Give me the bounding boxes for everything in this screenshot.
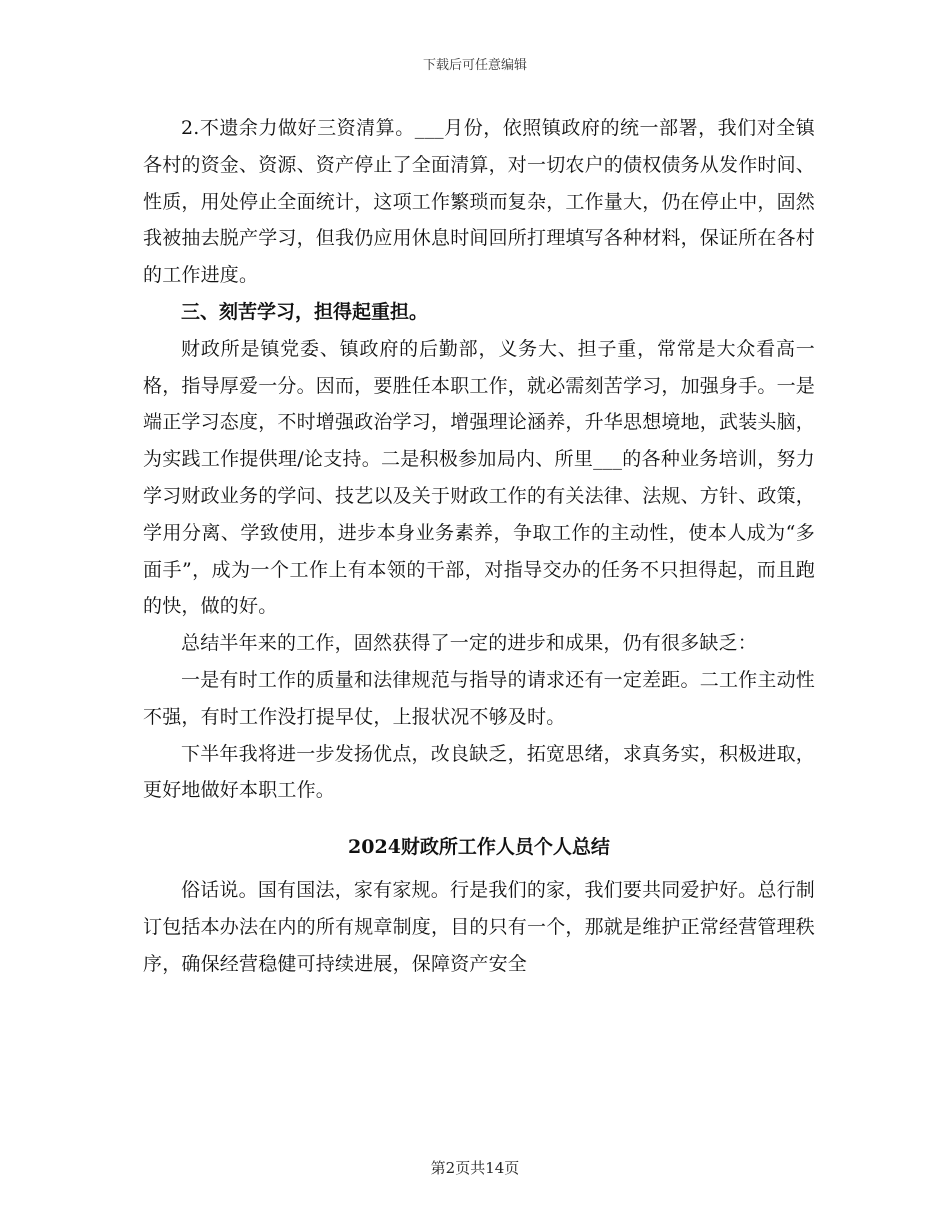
page-header: 下载后可任意编辑 — [422, 58, 527, 73]
document-body — [143, 110, 815, 982]
page-footer: 第2页共14页 — [430, 1159, 520, 1177]
paragraph-summary: 总结半年来的工作，固然获得了一定的进步和成果，仍有很多缺乏： — [181, 632, 758, 655]
paragraph-rules: 俗话说。国有国法，家有家规。行是我们的家，我们要共同爱护好。总行制订包括本办法在内的所有规章制度，目的只有一个，那就是维护正常经营管理秩序，确保经营稳健可持续进展，保障资产安全 — [143, 878, 816, 975]
paragraph-shortcomings: 一是有时工作的质量和法律规范与指导的请求还有一定差距。二工作主动性不强，有时工作没打提早仗，上报状况不够及时。 — [143, 668, 815, 728]
paragraph-study: 财政所是镇党委、镇政府的后勤部，义务大、担子重，常常是大众看高一格，指导厚爱一分。因而，要胜任本职工作，就必需刻苦学习，加强身手。一是端正学习态度，不时增强政治学习，增强理论涵养，升华思想境地，武装头脑，为实践工作提供理/论支持。二是积极参加局内、所里___的各种业务培训，努力学习财政业务的学问、技艺以及关于财政工作的有关法律、法规、方针、政策，学用分离、学致使用，进步本身业务素养，争取工作的主动性，使本人成为“多面手”，成为一个工作上有本领的干部，对指导交办的任务不只担得起，而且跑的快，做的好。 — [143, 337, 816, 618]
document-title: 2024财政所工作人员个人总结 — [348, 836, 610, 859]
paragraph-three-assets: 2.不遗余力做好三资清算。___月份，依照镇政府的统一部署，我们对全镇各村的资金、资源、资产停止了全面清算，对一切农户的债权债务从发作时间、性质，用处停止全面统计，这项工作繁琐而复杂，工作量大，仍在停止中，固然我被抽去脱产学习，但我仍应用休息时间回所打理填写各种材料，保证所在各村的工作进度。 — [143, 117, 816, 287]
paragraph-plan: 下半年我将进一步发扬优点，改良缺乏，拓宽思绪，求真务实，积极进取，更好地做好本职工作。 — [143, 742, 815, 802]
section-heading-study: 三、刻苦学习，担得起重担。 — [181, 300, 429, 323]
